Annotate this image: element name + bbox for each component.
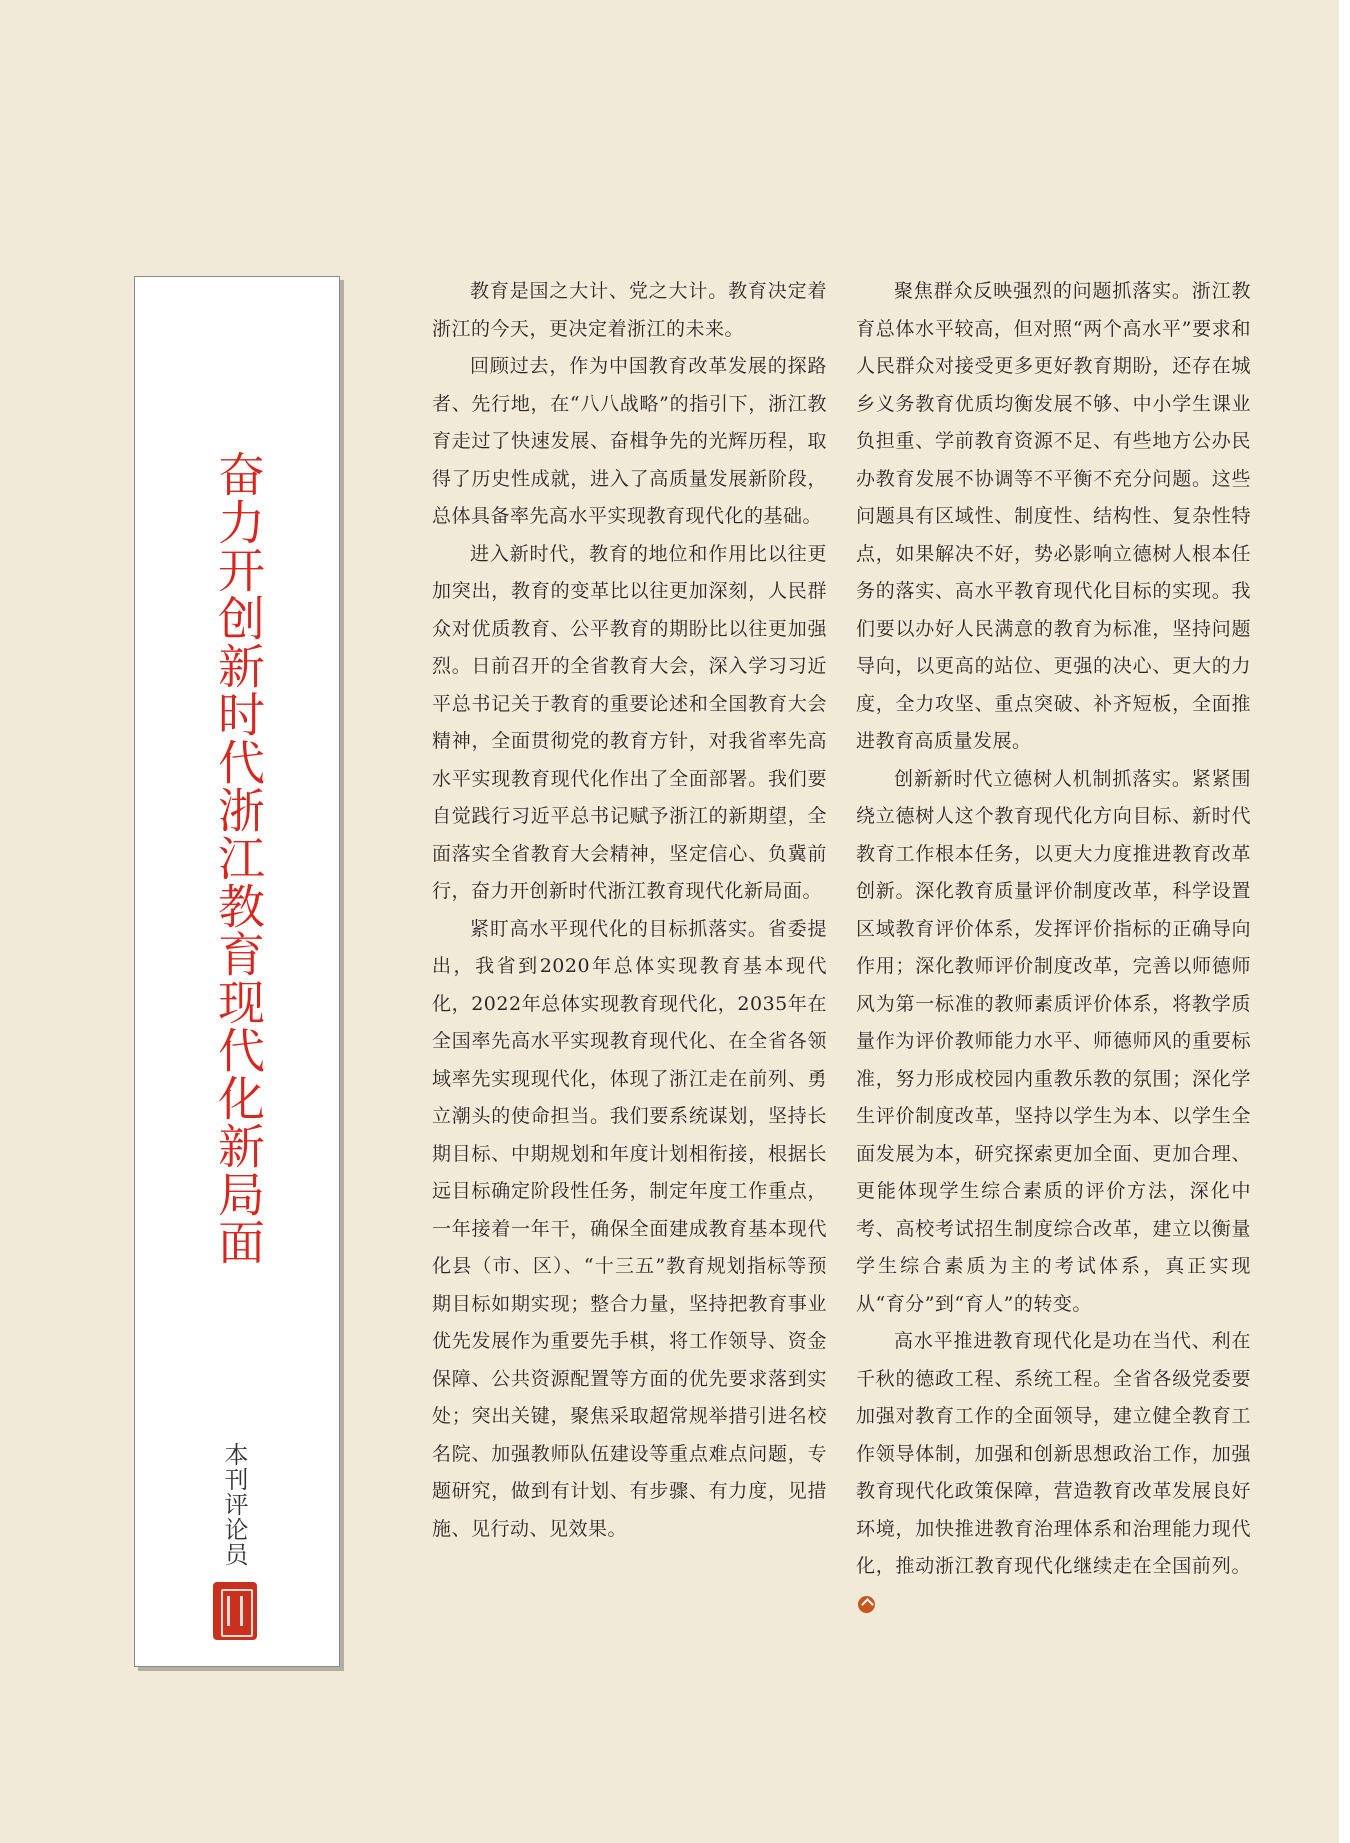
paragraph: 回顾过去，作为中国教育改革发展的探路者、先行地，在“八八战略”的指引下，浙江教育走过了快速发展、奋楫争先的光辉历程，取得了历史性成就，进入了高质量发展新阶段，总体具备率先高水平实现教育现代化的基础。 [432, 355, 827, 527]
paragraph [856, 1323, 1251, 1623]
text-column-left [432, 273, 827, 1548]
page-edge-strip [1339, 0, 1350, 1843]
paragraph: 紧盯高水平现代化的目标抓落实。省委提出，我省到2020年总体实现教育基本现代化，2022年总体实现教育现代化，2035年在全国率先高水平实现教育现代化、在全省各领域率先实现现代化，体现了浙江走在前列、勇立潮头的使命担当。我们要系统谋划，坚持长期目标、中期规划和年度计划相衔接，根据长远目标确定阶段性任务，制定年度工作重点，一年接着一年干，确保全面建成教育基本现代化县（市、区）、“十三五”教育规划指标等预期目标如期实现；整合力量，坚持把教育事业优先发展作为重要先手棋，将工作领导、资金保障、公共资源配置等方面的优先要求落到实处；突出关键，聚焦采取超常规举措引进名校名院、加强教师队伍建设等重点难点问题，专题研究，做到有计划、有步骤、有力度，见措施、见行动、见效果。 [432, 917, 827, 1540]
text-column-right [856, 273, 1251, 1623]
seal-stamp-icon [213, 1582, 257, 1640]
paragraph: 教育是国之大计、党之大计。教育决定着浙江的今天，更决定着浙江的未来。 [432, 280, 827, 340]
end-mark-icon [858, 1596, 875, 1613]
title-panel [134, 276, 340, 1667]
article-title: 奋力开创新时代浙江教育现代化新局面 [210, 450, 265, 1266]
paragraph: 进入新时代，教育的地位和作用比以往更加突出，教育的变革比以往更加深刻，人民群众对优质教育、公平教育的期盼比以往更加强烈。日前召开的全省教育大会，深入学习习近平总书记关于教育的重要论述和全国教育大会精神，全面贯彻党的教育方针，对我省率先高水平实现教育现代化作出了全面部署。我们要自觉践行习近平总书记赋予浙江的新期望，全面落实全省教育大会精神，坚定信心、负冀前行，奋力开创新时代浙江教育现代化新局面。 [432, 542, 827, 902]
paragraph: 聚焦群众反映强烈的问题抓落实。浙江教育总体水平较高，但对照“两个高水平”要求和人民群众对接受更多更好教育期盼，还存在城乡义务教育优质均衡发展不够、中小学生课业负担重、学前教育资源不足、有些地方公办民办教育发展不协调等不平衡不充分问题。这些问题具有区域性、制度性、结构性、复杂性特点，如果解决不好，势必影响立德树人根本任务的落实、高水平教育现代化目标的实现。我们要以办好人民满意的教育为标准，坚持问题导向，以更高的站位、更强的决心、更大的力度，全力攻坚、重点突破、补齐短板，全面推进教育高质量发展。 [856, 280, 1251, 752]
author-byline: 本刊评论员 [220, 1442, 248, 1567]
paragraph-text: 高水平推进教育现代化是功在当代、利在千秋的德政工程、系统工程。全省各级党委要加强对教育工作的全面领导，建立健全教育工作领导体制，加强和创新思想政治工作，加强教育现代化政策保障，营造教育改革发展良好环境，加快推进教育治理体系和治理能力现代化，推动浙江教育现代化继续走在全国前列。 [856, 1330, 1251, 1577]
paragraph: 创新新时代立德树人机制抓落实。紧紧围绕立德树人这个教育现代化方向目标、新时代教育工作根本任务，以更大力度推进教育改革创新。深化教育质量评价制度改革，科学设置区域教育评价体系，发挥评价指标的正确导向作用；深化教师评价制度改革，完善以师德师风为第一标准的教师素质评价体系，将教学质量作为评价教师能力水平、师德师风的重要标准，努力形成校园内重教乐教的氛围；深化学生评价制度改革，坚持以学生为本、以学生全面发展为本，研究探索更加全面、更加合理、更能体现学生综合素质的评价方法，深化中考、高校考试招生制度综合改革，建立以衡量学生综合素质为主的考试体系，真正实现从“育分”到“育人”的转变。 [856, 767, 1251, 1315]
